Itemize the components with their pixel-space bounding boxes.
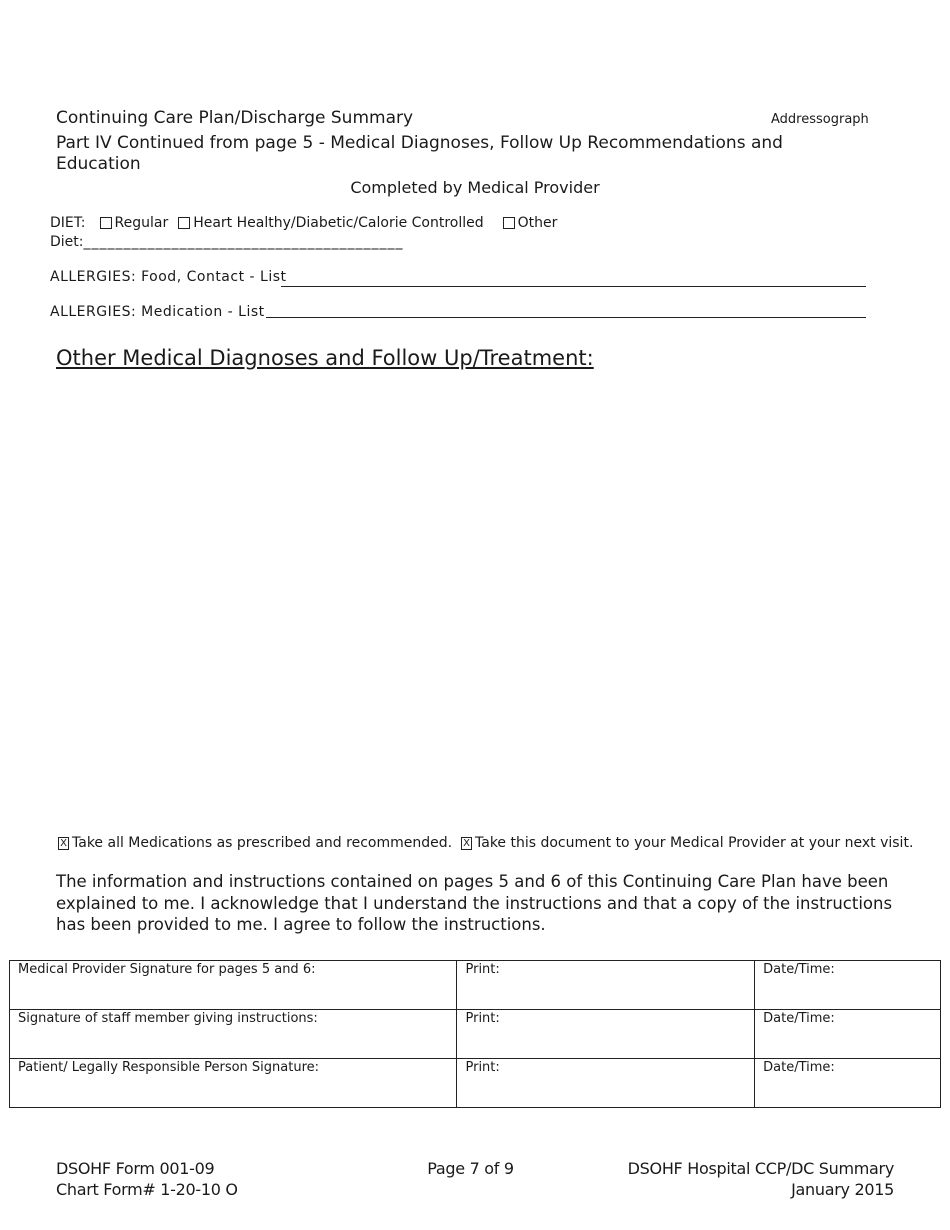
provider-date-label: Date/Time: (763, 962, 835, 977)
staff-signature-cell[interactable] (10, 1010, 457, 1059)
take-document-checkbox[interactable]: X (461, 837, 472, 850)
take-document-text: Take this document to your Medical Provider at your next visit. (475, 835, 914, 851)
form-number: DSOHF Form 001-09 (56, 1159, 215, 1178)
signature-table (9, 960, 941, 1108)
table-row (10, 1059, 941, 1108)
patient-signature-label: Patient/ Legally Responsible Person Signature: (18, 1060, 320, 1075)
diet-label: DIET: (50, 215, 86, 231)
other-option-label: Other (517, 215, 558, 231)
regular-checkbox[interactable] (100, 217, 112, 229)
take-meds-instruction (58, 835, 452, 851)
form-title: Continuing Care Plan/Discharge Summary (56, 108, 414, 128)
staff-date-label: Date/Time: (763, 1011, 835, 1026)
take-document-instruction (461, 835, 913, 851)
staff-print-label: Print: (465, 1011, 500, 1026)
other-checkbox[interactable] (503, 217, 515, 229)
diagnoses-notes-area[interactable] (56, 382, 896, 822)
acknowledgement-paragraph: The information and instructions contained on pages 5 and 6 of this Continuing Care Plan have been explained to me. I acknowledge that I understand the instructions and that a copy of the instructions has been provided to me. I agree to follow the instructions. (56, 872, 893, 934)
food-allergies-label: ALLERGIES: Food, Contact - List (50, 269, 287, 285)
take-meds-text: Take all Medications as prescribed and recommended. (72, 835, 453, 851)
document-title: DSOHF Hospital CCP/DC Summary (627, 1159, 894, 1178)
patient-date-cell[interactable] (755, 1059, 941, 1108)
provider-date-cell[interactable] (755, 961, 941, 1010)
page-number: Page 7 of 9 (427, 1159, 514, 1178)
heart-healthy-checkbox[interactable] (178, 217, 190, 229)
staff-print-cell[interactable] (457, 1010, 755, 1059)
patient-date-label: Date/Time: (763, 1060, 835, 1075)
heart-healthy-option-label: Heart Healthy/Diabetic/Calorie Controlled (193, 215, 484, 231)
other-diet-line (50, 234, 404, 250)
table-row (10, 1010, 941, 1059)
staff-signature-label: Signature of staff member giving instructions: (18, 1011, 318, 1026)
footer-right (628, 1158, 894, 1200)
patient-print-cell[interactable] (457, 1059, 755, 1108)
other-diet-field[interactable]: ________________________________________ (83, 234, 404, 250)
provider-signature-cell[interactable] (10, 961, 457, 1010)
patient-print-label: Print: (465, 1060, 500, 1075)
medication-allergies-label: ALLERGIES: Medication - List (50, 304, 265, 320)
regular-option-label: Regular (114, 215, 169, 231)
diet-row (50, 215, 557, 231)
provider-print-label: Print: (465, 962, 500, 977)
addressograph-label: Addressograph (771, 112, 869, 127)
other-diagnoses-heading: Other Medical Diagnoses and Follow Up/Treatment: (56, 346, 594, 370)
chart-form-number: Chart Form# 1-20-10 O (56, 1180, 238, 1199)
document-date: January 2015 (791, 1180, 894, 1199)
staff-date-cell[interactable] (755, 1010, 941, 1059)
part-heading: Part IV Continued from page 5 - Medical Diagnoses, Follow Up Recommendations and Education (56, 133, 783, 174)
take-meds-checkbox[interactable]: X (58, 837, 69, 850)
other-diet-label: Diet: (50, 234, 84, 250)
food-allergies-field[interactable] (281, 286, 866, 287)
completed-by-note: Completed by Medical Provider (350, 178, 600, 197)
table-row (10, 961, 941, 1010)
patient-signature-cell[interactable] (10, 1059, 457, 1108)
provider-print-cell[interactable] (457, 961, 755, 1010)
medication-allergies-field[interactable] (266, 317, 866, 318)
provider-signature-label: Medical Provider Signature for pages 5 and 6: (18, 962, 316, 977)
